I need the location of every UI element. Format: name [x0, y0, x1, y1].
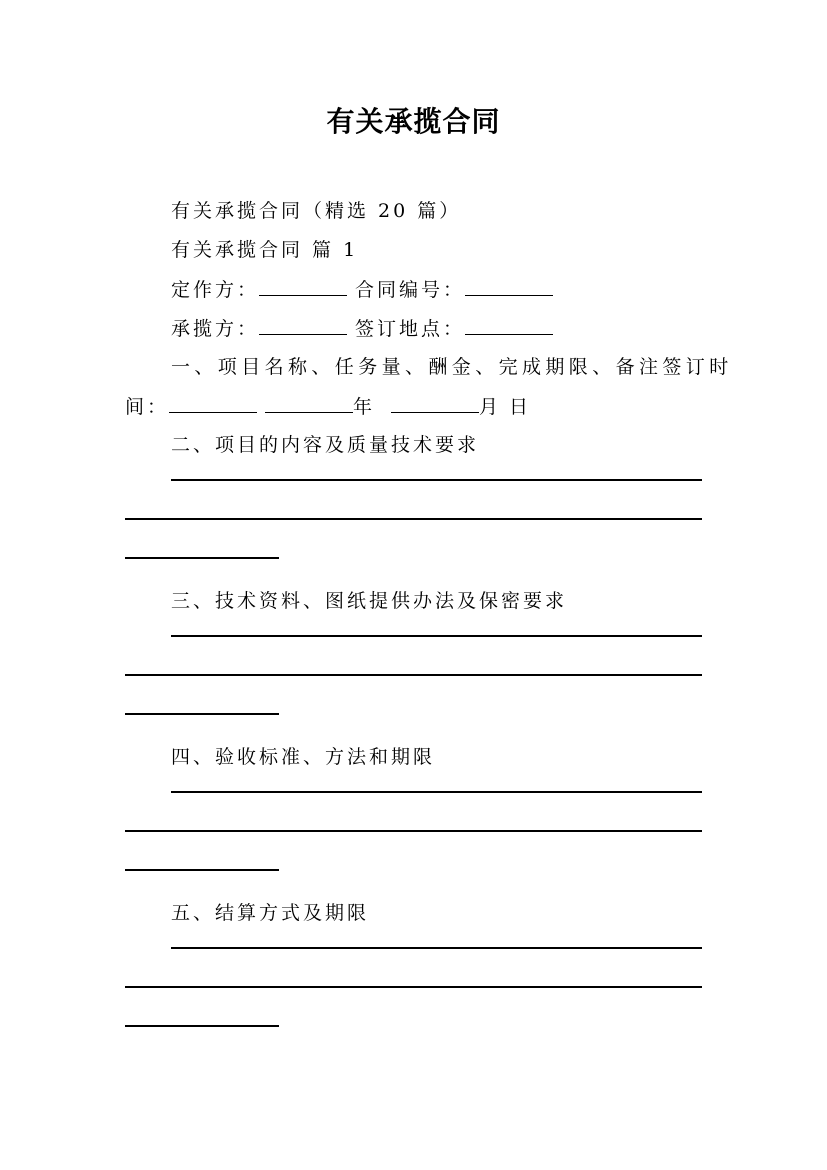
contract-no-blank [465, 277, 553, 296]
contract-no-label: 合同编号： [355, 279, 466, 301]
item5-heading: 五、结算方式及期限 [171, 902, 370, 924]
item4-rule-3 [125, 869, 279, 871]
item3-rule-1 [171, 635, 702, 637]
document-title: 有关承揽合同 [326, 105, 501, 138]
document-subtitle: 有关承揽合同（精选 20 篇） [171, 200, 462, 222]
item5-rule-3 [125, 1025, 279, 1027]
item1-line2-prefix: 间： [125, 396, 170, 418]
item1-line1: 一、项目名称、任务量、酬金、完成期限、备注签订时 [171, 356, 733, 378]
item2-rule-2 [125, 518, 702, 520]
party-a-blank [259, 277, 347, 296]
item1-line2 [125, 394, 705, 419]
sign-place-blank [465, 316, 553, 335]
item2-rule-3 [125, 557, 279, 559]
item5-rule-1 [171, 947, 702, 949]
sign-place-label: 签订地点： [355, 318, 466, 340]
item5-rule-2 [125, 986, 702, 988]
day-label: 日 [509, 396, 532, 418]
item2-heading: 二、项目的内容及质量技术要求 [171, 434, 480, 456]
party-b-label: 承揽方： [171, 318, 260, 340]
item3-rule-2 [125, 674, 702, 676]
part-heading: 有关承揽合同 篇 1 [171, 239, 359, 261]
year-blank [265, 394, 353, 413]
month-label: 月 [479, 396, 502, 418]
item2-rule-1 [171, 479, 702, 481]
party-b-blank [259, 316, 347, 335]
party-b-row [125, 316, 705, 341]
month-blank [391, 394, 479, 413]
party-a-label: 定作方： [171, 279, 260, 301]
year-label: 年 [353, 396, 376, 418]
item3-heading: 三、技术资料、图纸提供办法及保密要求 [171, 590, 568, 612]
item3-rule-3 [125, 713, 279, 715]
party-a-row [125, 277, 705, 302]
item4-rule-2 [125, 830, 702, 832]
item4-rule-1 [171, 791, 702, 793]
sign-time-blank [169, 394, 257, 413]
item4-heading: 四、验收标准、方法和期限 [171, 746, 436, 768]
